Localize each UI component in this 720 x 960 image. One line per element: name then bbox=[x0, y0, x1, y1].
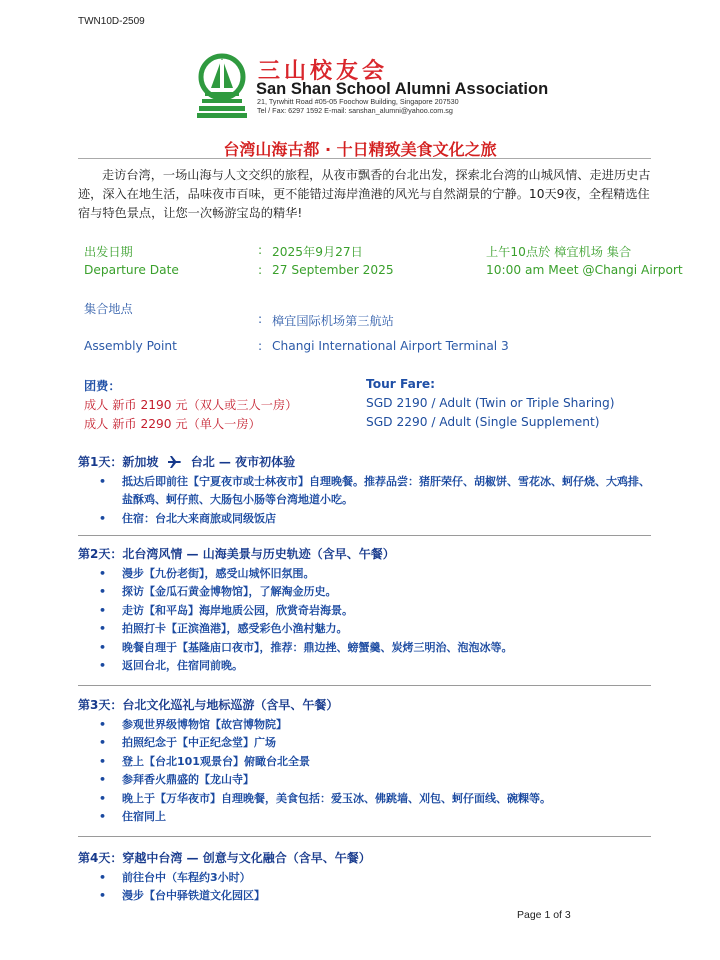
list-item: • 参拜香火鼎盛的【龙山寺】 bbox=[78, 771, 658, 789]
departure-date-en: 27 September 2025 bbox=[272, 263, 394, 277]
day-3-section bbox=[78, 696, 658, 826]
assembly-label-en: Assembly Point bbox=[84, 339, 177, 353]
list-item: • 漫步【台中驿铁道文化园区】 bbox=[78, 887, 658, 905]
fare-twin-cn: 成人 新币 2190 元（双人或三人一房） bbox=[84, 398, 298, 412]
list-item: • 走访【和平岛】海岸地质公园，欣赏奇岩海景。 bbox=[78, 602, 658, 620]
list-item: • 拍照打卡【正滨渔港】，感受彩色小渔村魅力。 bbox=[78, 620, 658, 638]
section-divider bbox=[78, 836, 651, 837]
org-address: 21, Tyrwhitt Road #05-05 Foochow Building, Singapore 207530 bbox=[257, 97, 459, 106]
departure-colon-cn: : bbox=[258, 243, 263, 257]
day-1-title bbox=[78, 453, 658, 470]
day-4-section bbox=[78, 849, 658, 906]
org-contact: Tel / Fax: 6297 1592 E-mail: sanshan_alumni@yahoo.com.sg bbox=[257, 106, 453, 115]
departure-label-en: Departure Date bbox=[84, 263, 179, 277]
org-address-block bbox=[257, 97, 459, 115]
fare-twin-en: SGD 2190 / Adult (Twin or Triple Sharing) bbox=[366, 396, 615, 410]
meet-time-cn: 上午10点於 樟宜机场 集合 bbox=[486, 245, 632, 259]
list-item: • 晚上于【万华夜市】自理晚餐，美食包括：爱玉冰、佛跳墙、刈包、蚵仔面线、碗粿等。 bbox=[78, 790, 658, 808]
day-2-title: 第2天：北台湾风情 — 山海美景与历史轨迹（含早、午餐） bbox=[78, 547, 395, 561]
title-divider bbox=[78, 158, 651, 159]
section-divider bbox=[78, 685, 651, 686]
school-logo-icon bbox=[197, 52, 247, 118]
fare-single-cn: 成人 新币 2290 元（单人一房） bbox=[84, 417, 261, 431]
list-item: • 抵达后即前往【宁夏夜市或士林夜市】自理晚餐。推荐品尝：猪肝荣仔、胡椒饼、雪花冰、蚵仔烧、大鸡排、盐酥鸡、蚵仔煎、大肠包小肠等台湾地道小吃。 bbox=[78, 473, 658, 510]
day-1-section bbox=[78, 453, 658, 528]
day-4-title: 第4天：穿越中台湾 — 创意与文化融合（含早、午餐） bbox=[78, 851, 371, 865]
departure-label-cn: 出发日期 bbox=[84, 245, 133, 259]
list-item: • 拍照纪念于【中正纪念堂】广场 bbox=[78, 734, 658, 752]
page-number: Page 1 of 3 bbox=[517, 909, 571, 921]
section-divider bbox=[78, 535, 651, 536]
fare-label-en: Tour Fare: bbox=[366, 377, 435, 391]
list-item: • 登上【台北101观景台】俯瞰台北全景 bbox=[78, 753, 658, 771]
org-name-chinese: 三山校友会 bbox=[258, 58, 389, 84]
list-item: • 前往台中（车程约3小时） bbox=[78, 869, 658, 887]
intro-paragraph: 走访台湾，一场山海与人文交织的旅程，从夜市飘香的台北出发，探索北台湾的山城风情、走进历史古迹，深入在地生活，品味夜市百味，更不能错过海岸渔港的风光与自然湖景的宁静。10天9夜，全程精选住宿与特色景点，让您一次畅游宝岛的精华! bbox=[78, 168, 651, 220]
assembly-label-cn: 集合地点 bbox=[84, 302, 133, 316]
list-item: • 返回台北，住宿同前晚。 bbox=[78, 657, 658, 675]
list-item: • 探访【金瓜石黄金博物馆】，了解淘金历史。 bbox=[78, 583, 658, 601]
assembly-place-cn: 樟宜国际机场第三航站 bbox=[272, 314, 394, 328]
list-item: • 晚餐自理于【基隆庙口夜市】，推荐：鼎边挫、螃蟹羹、炭烤三明治、泡泡冰等。 bbox=[78, 639, 658, 657]
org-name-english: San Shan School Alumni Association bbox=[256, 80, 549, 98]
day-2-section bbox=[78, 545, 658, 675]
fare-label-cn: 团费： bbox=[84, 379, 121, 393]
document-code: TWN10D-2509 bbox=[78, 16, 145, 27]
fare-single-en: SGD 2290 / Adult (Single Supplement) bbox=[366, 415, 600, 429]
tour-title: 台湾山海古都 · 十日精致美食文化之旅 bbox=[223, 140, 497, 159]
departure-date-cn: 2025年9月27日 bbox=[272, 245, 363, 259]
day-3-title: 第3天：台北文化巡礼与地标巡游（含早、午餐） bbox=[78, 698, 339, 712]
list-item: • 漫步【九份老街】，感受山城怀旧氛围。 bbox=[78, 565, 658, 583]
list-item: • 住宿同上 bbox=[78, 808, 658, 826]
assembly-place-en: Changi International Airport Terminal 3 bbox=[272, 339, 509, 353]
list-item: • 参观世界级博物馆【故宫博物院】 bbox=[78, 716, 658, 734]
day-1-title-end: 台北 — 夜市初体验 bbox=[190, 455, 296, 469]
airplane-icon bbox=[168, 456, 182, 468]
departure-colon-en: : bbox=[258, 263, 263, 277]
assembly-colon-en: : bbox=[258, 339, 263, 353]
day-1-title-start: 第1天：新加坡 bbox=[78, 455, 159, 469]
meet-time-en: 10:00 am Meet @Changi Airport bbox=[486, 263, 683, 277]
list-item: • 住宿：台北大来商旅或同级饭店 bbox=[78, 510, 658, 528]
assembly-colon-cn: : bbox=[258, 312, 263, 326]
